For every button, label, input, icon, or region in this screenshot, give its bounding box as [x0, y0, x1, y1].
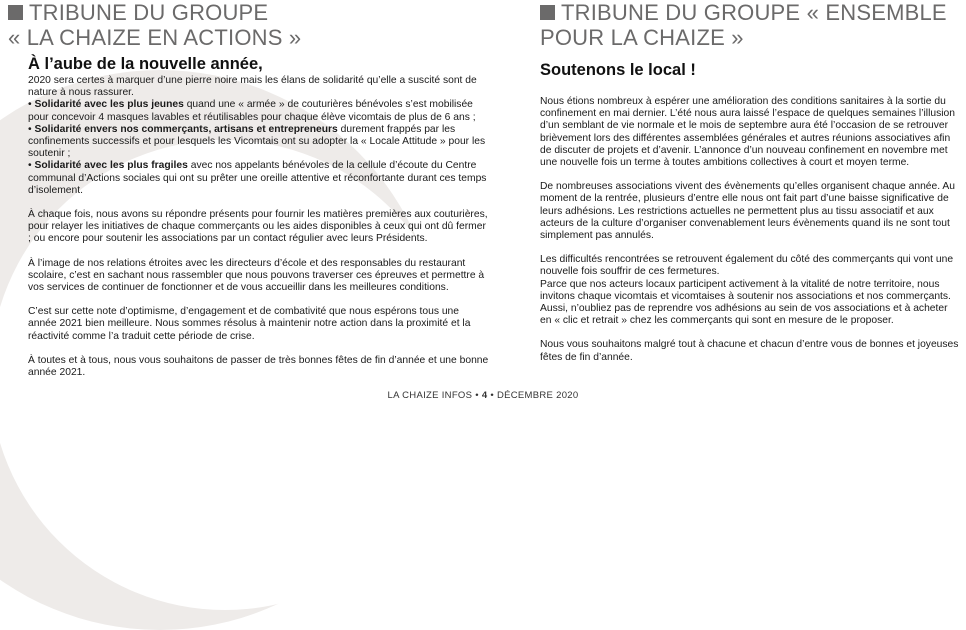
body-paragraph: Les difficultés rencontrées se retrouvent également du côté des commerçants qui vont une nouvelle fois souffrir de ces fermetures.	[540, 254, 954, 278]
tribune-right-body	[540, 96, 960, 364]
body-paragraph: À chaque fois, nous avons su répondre présents pour fournir les matières premières aux couturières, pour relayer les initiatives de chaque commerçants ou les aides disponibles à ceux qui ont dû fermer ; ou encore pour soutenir les associations par un contact régulier avec leurs Présidents.	[28, 209, 488, 245]
tribune-left-body	[28, 75, 490, 379]
tribune-left	[8, 0, 489, 391]
publication-name: LA CHAIZE INFOS	[387, 390, 473, 401]
bullet-item: • Solidarité avec les plus fragiles avec nos appelants bénévoles de la cellule d’écoute du Centre communal d’Actions sociales qui ont su prêter une oreille attentive et réconfortante durant ces temps d’isolement.	[28, 160, 487, 196]
body-paragraph: À l’image de nos relations étroites avec les directeurs d’école et des responsables du restaurant scolaire, c’est en sachant nous rassembler que nous pouvons traverser ces épreuves et permettre à vos services de continuer de fonctionner et de vous accueillir dans les meilleures conditions.	[28, 257, 485, 294]
intro-paragraph: 2020 sera certes à marquer d’une pierre noire mais les élans de solidarité qu’elle a suscité sont de nature à nous rassurer.	[28, 75, 477, 99]
body-paragraph: Parce que nos acteurs locaux participent activement à la vitalité de notre territoire, nous invitons chaque vicomtais et vicomtaises à soutenir nos associations et nos commerçants. Aussi, n’oubliez pas de reprendre vos adhésions au sein de vos associations et à acheter en « clic et retrait » chez les commerçants qui sont en mesure de le proposer.	[540, 278, 951, 327]
bullet-item: • Solidarité envers nos commerçants, artisans et entrepreneurs durement frappés par les confinements successifs et pour lesquels les Vicomtais ont su adopter la « Locale Attitude » pour les soutenir ;	[28, 123, 486, 160]
issue-date: DÉCEMBRE 2020	[496, 390, 579, 401]
square-bullet-icon	[8, 5, 23, 20]
page-number: 4	[481, 390, 488, 401]
footer-separator: •	[475, 390, 479, 401]
body-paragraph: Nous étions nombreux à espérer une amélioration des conditions sanitaires à la sortie du confinement en mai dernier. L’été nous aura laissé l’espace de quelques semaines l’illusion d’un semblant de vie normale et le mois de septembre aura été l’occasion de se retrouver brièvement lors des différentes assemblées générales et autres réunions associatives afin de discuter de projets et d’avenir. L’annonce d’un nouveau confinement en novembre met une nouvelle fois un terme à toutes ambitions collectives à court et moyen terme.	[540, 96, 955, 169]
body-paragraph: Nous vous souhaitons malgré tout à chacune et chacun d’entre vous de bonnes et joyeuses fêtes de fin d’année.	[540, 339, 959, 363]
bullet-item: • Solidarité avec les plus jeunes quand une « armée » de couturières bénévoles s’est mobilisée pour concevoir 4 masques lavables et réutilisables pour chaque élève vicomtais de plus de 6 ans ;	[28, 99, 476, 123]
body-paragraph: À toutes et à tous, nous vous souhaitons de passer de très bonnes fêtes de fin d’année et une bonne année 2021.	[28, 354, 489, 379]
square-bullet-icon	[540, 5, 555, 20]
tribune-right	[540, 0, 960, 376]
tribune-right-subtitle: Soutenons le local !	[540, 61, 696, 79]
body-paragraph: De nombreuses associations vivent des évènements qu’elles organisent chaque année. Au moment de la rentrée, plusieurs d’entre elle nous ont fait part d’une baisse significative de leurs adhésions. Les restrictions actuelles ne permettent plus au tissu associatif et aux acteurs de la culture d’organiser convenablement leurs évènements quand ils ne sont tout simplement pas annulés.	[540, 181, 955, 242]
tribune-left-title: TRIBUNE DU GROUPE « LA CHAIZE EN ACTIONS »	[8, 0, 302, 50]
tribune-right-title: TRIBUNE DU GROUPE « ENSEMBLE POUR LA CHAIZE »	[540, 0, 947, 50]
footer-separator: •	[490, 390, 494, 401]
tribune-left-subtitle: À l’aube de la nouvelle année,	[28, 55, 263, 73]
page-footer	[0, 390, 966, 401]
body-paragraph: C’est sur cette note d’optimisme, d’engagement et de combativité que nous espérons tous une année 2021 bien meilleure. Nous sommes résolus à maintenir notre action dans la proximité et la réactivité comme l’a traduit cette période de crise.	[28, 306, 471, 342]
